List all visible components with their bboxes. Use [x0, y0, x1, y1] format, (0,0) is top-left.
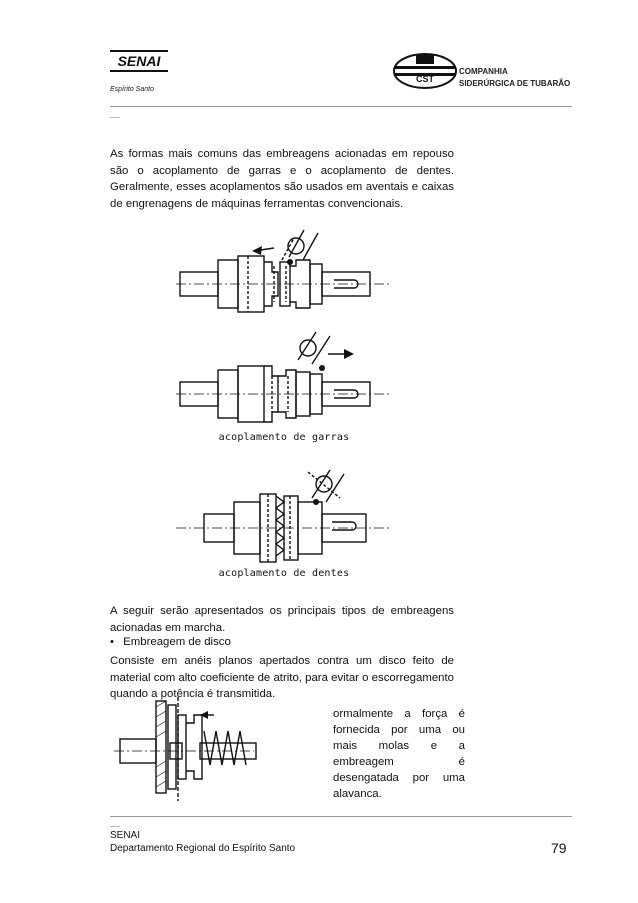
senai-subtitle: Espírito Santo — [110, 86, 154, 93]
claw-coupling-engaged-figure — [176, 328, 392, 443]
header-divider — [110, 106, 572, 107]
header-small-rule — [110, 117, 120, 118]
footer-org: SENAI — [110, 830, 141, 841]
paragraph-intro: As formas mais comuns das embreagens acionadas em repouso são o acoplamento de garras e o acoplamento de dentes. Geralmente, esses acoplamentos são usados em aventais e caixas de engrenagens de máquinas ferramentas convencionais. — [110, 148, 454, 210]
cst-logo-text: CST — [416, 74, 434, 84]
tooth-coupling-figure — [176, 448, 392, 578]
caption-claw-coupling: acoplamento de garras — [218, 432, 350, 443]
footer-department: Departamento Regional do Espírito Santo — [110, 843, 296, 854]
senai-logo — [110, 50, 168, 72]
disc-clutch-figure — [114, 693, 340, 805]
company-name — [459, 66, 570, 90]
footer-small-rule — [110, 826, 120, 827]
disc-clutch-side-text — [333, 706, 465, 802]
bullet-label: Embreagem de disco — [123, 636, 231, 648]
paragraph-running-clutches: A seguir serão apresentados os principais tipos de embreagens acionadas em marcha. — [110, 605, 454, 634]
side-line: desengatada por uma — [333, 772, 465, 784]
side-line: embreagem é — [333, 756, 465, 768]
company-line-2: SIDERÚRGICA DE TUBARÃO — [459, 79, 571, 88]
paragraph-disc-clutch-text: Consiste em anéis planos apertados contra um disco feito de material com alto coeficiente de atrito, para evitar o escorregamento quando a potência é transmitida. — [110, 655, 454, 700]
claw-coupling-disengaged-figure — [176, 222, 392, 326]
side-line: ormalmente a força é — [333, 708, 465, 720]
side-line: fornecida por uma ou — [333, 724, 465, 736]
senai-logo-text: SENAI — [117, 53, 161, 69]
page-number: 79 — [551, 840, 567, 856]
cst-logo — [392, 52, 458, 90]
side-line: alavanca. — [333, 788, 382, 800]
footer-divider — [110, 816, 572, 817]
bullet-marker: • — [110, 636, 114, 648]
caption-tooth-coupling: acoplamento de dentes — [218, 568, 350, 579]
bullet-item-disc-clutch — [110, 636, 231, 648]
company-line-1: COMPANHIA — [459, 67, 508, 76]
side-line: mais molas e a — [333, 740, 465, 752]
